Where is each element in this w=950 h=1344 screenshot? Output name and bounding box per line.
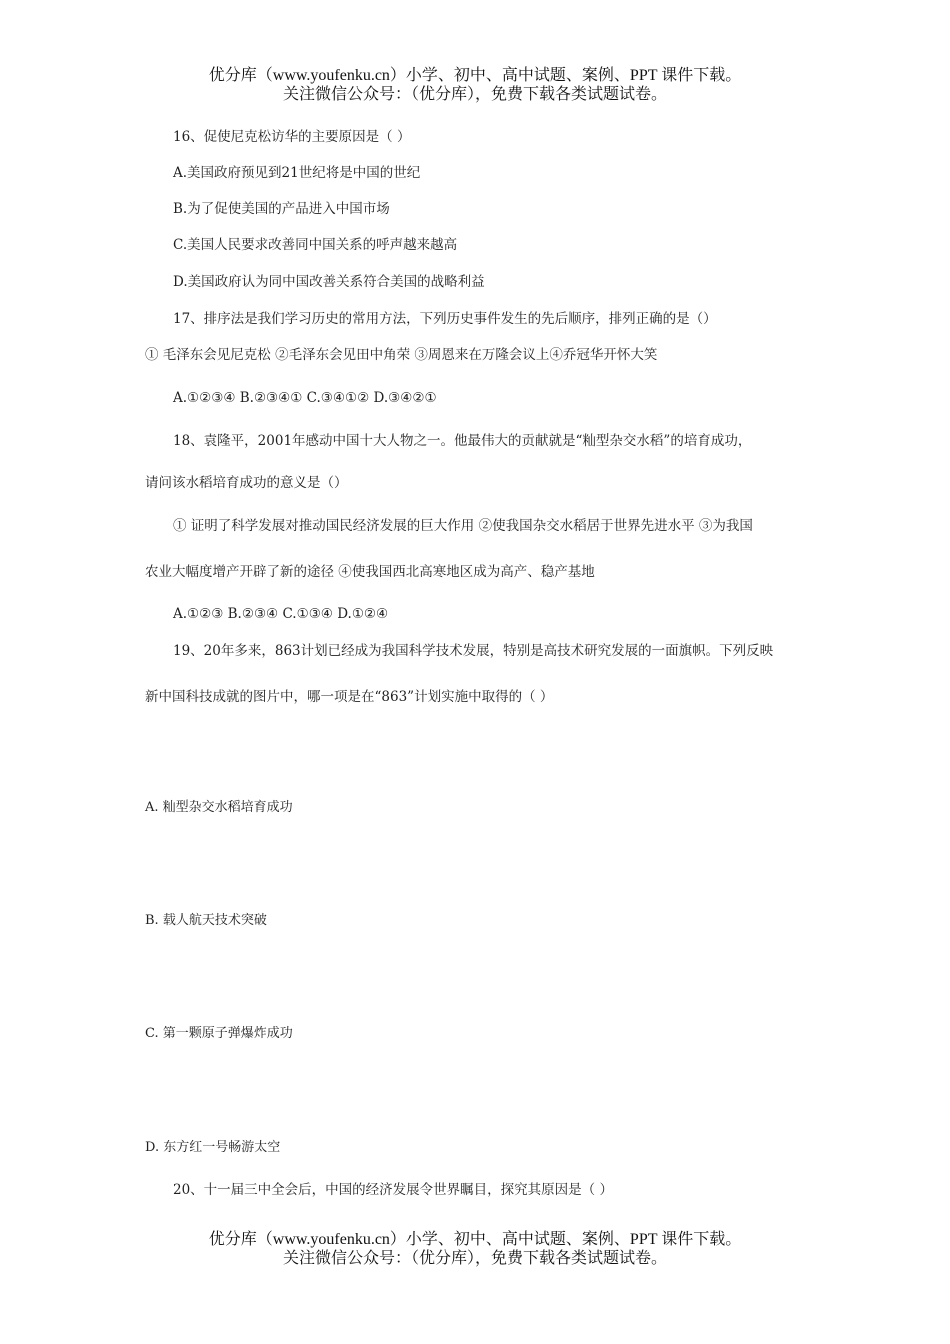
page-footer <box>0 1230 950 1268</box>
q18-options: A.①②③ B.②③④ C.①③④ D.①②④ <box>173 606 389 622</box>
q19-stem-line-1: 19、20年多来，863计划已经成为我国科学技术发展，特别是高技术研究发展的一面旗帜。下列反映 <box>173 643 774 659</box>
q17-stem: 17、排序法是我们学习历史的常用方法，下列历史事件发生的先后顺序，排列正确的是（） <box>173 311 717 327</box>
q19-option-b: B. 载人航天技术突破 <box>145 913 267 928</box>
q19-stem-line-2: 新中国科技成就的图片中，哪一项是在“863”计划实施中取得的（ ） <box>145 689 554 705</box>
q18-stem-line-2: 请问该水稻培育成功的意义是（） <box>145 475 348 491</box>
q19-option-c: C. 第一颗原子弹爆炸成功 <box>145 1026 293 1041</box>
header-line-2: 关注微信公众号：（优分库），免费下载各类试题试卷。 <box>282 86 667 103</box>
q16-option-d: D.美国政府认为同中国改善关系符合美国的战略利益 <box>173 274 485 290</box>
q19-option-a: A. 籼型杂交水稻培育成功 <box>145 800 293 815</box>
q16-option-c: C.美国人民要求改善同中国关系的呼声越来越高 <box>173 237 458 253</box>
header-line-1: 优分库（www.youfenku.cn）小学、初中、高中试题、案例、PPT 课件下载。 <box>208 67 742 84</box>
q19-option-d: D. 东方红一号畅游太空 <box>145 1140 281 1155</box>
q20-stem: 20、十一届三中全会后，中国的经济发展令世界瞩目，探究其原因是（ ） <box>173 1182 613 1198</box>
q16-option-b: B.为了促使美国的产品进入中国市场 <box>173 201 390 217</box>
q18-stem-line-1: 18、袁隆平，2001年感动中国十大人物之一。他最伟大的贡献就是“籼型杂交水稻”的培育成功， <box>173 433 752 449</box>
q17-options: A.①②③④ B.②③④① C.③④①② D.③④②① <box>173 390 437 406</box>
q17-items: ① 毛泽东会见尼克松 ②毛泽东会见田中角荣 ③周恩来在万隆会议上④乔冠华开怀大笑 <box>145 347 658 363</box>
page-header <box>0 66 950 104</box>
q16-stem: 16、促使尼克松访华的主要原因是（ ） <box>173 129 411 145</box>
footer-line-2: 关注微信公众号：（优分库），免费下载各类试题试卷。 <box>282 1250 667 1267</box>
q18-items-line-1: ① 证明了科学发展对推动国民经济发展的巨大作用 ②使我国杂交水稻居于世界先进水平 ③为我国 <box>173 518 753 534</box>
q18-items-line-2: 农业大幅度增产开辟了新的途径 ④使我国西北高寒地区成为高产、稳产基地 <box>145 564 595 580</box>
q16-option-a: A.美国政府预见到21世纪将是中国的世纪 <box>173 165 421 181</box>
footer-line-1: 优分库（www.youfenku.cn）小学、初中、高中试题、案例、PPT 课件下载。 <box>208 1231 742 1248</box>
